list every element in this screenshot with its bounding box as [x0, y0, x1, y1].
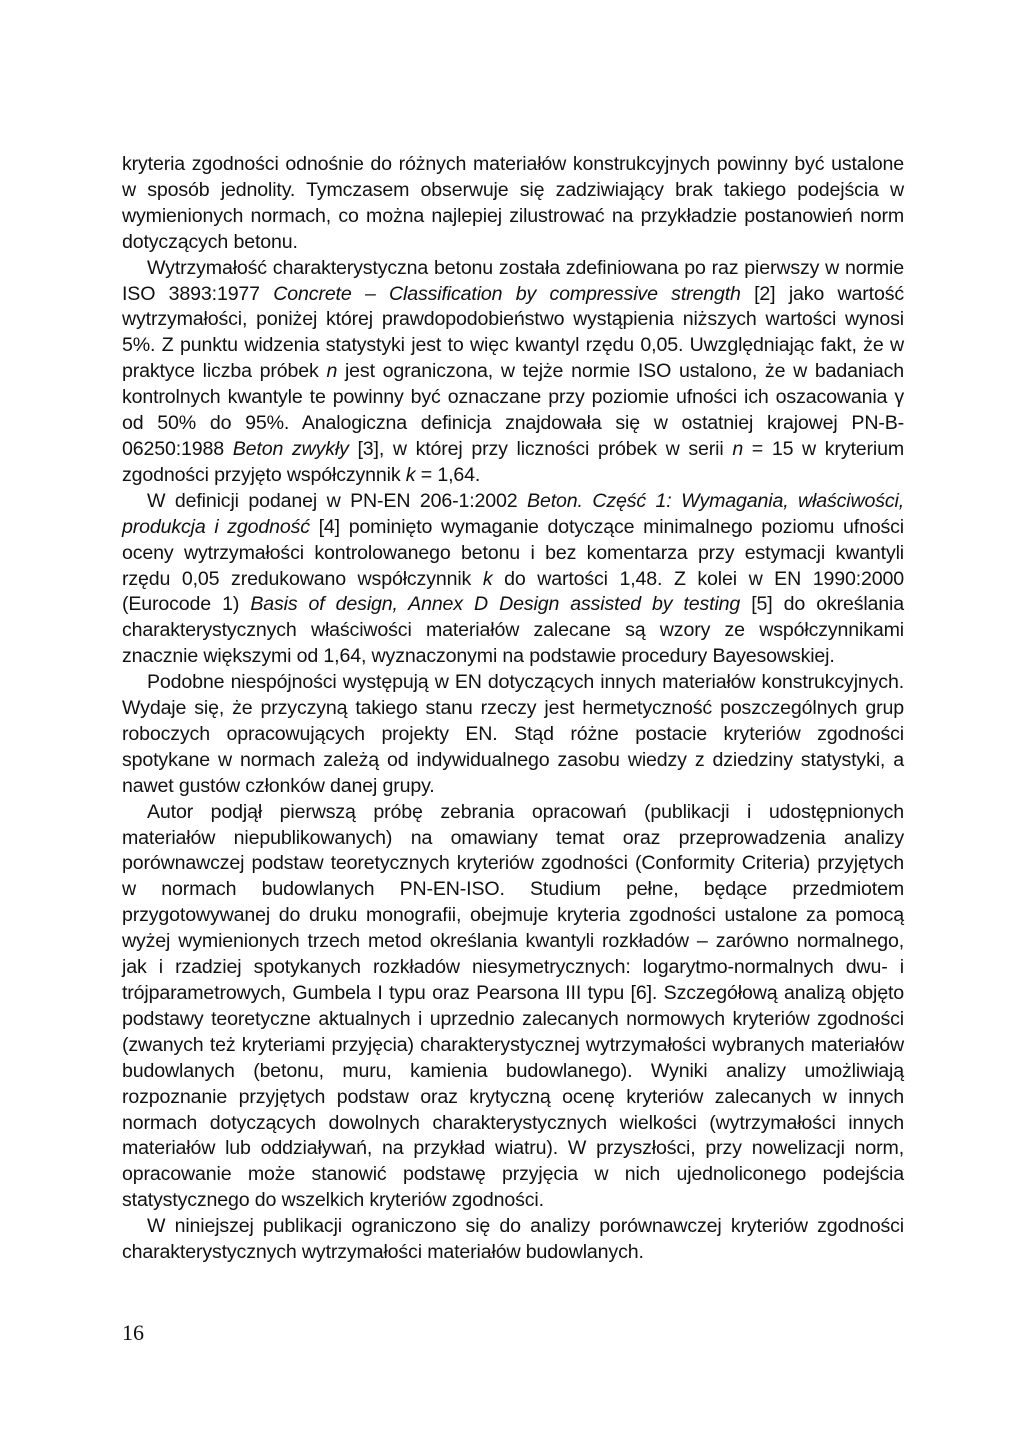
text-run: [2] jako wartość wytrzymałości, poniżej której prawdopodobieństwo wystąpienia niższych wartości wynosi 5%. Z punktu widzenia statystyki jest to więc kwantyl rzędu 0,05. Uwzględniając fakt, że w praktyce liczba próbek — [122, 282, 904, 383]
text-run: kryteria zgodności odnośnie do różnych materiałów konstrukcyjnych powinny być ustalone w sposób jednolity. Tymczasem obserwuje się zadziwiający brak takiego podejścia w wymienionych normach, co można najlepiej zilustrować na przykładzie postanowień norm dotyczących betonu. — [122, 153, 904, 253]
text-run: jest ograniczona, w tejże normie ISO ustalono, że w badaniach kontrolnych kwantyle te powinny być oznaczane przy poziomie ufności ich oszacowania γ od 50% do 95%. Analogiczna definicja znajdowała się w ostatniej krajowej PN-B-06250:1988 — [122, 360, 904, 460]
text-run: W definicji podanej w PN-EN 206-1:2002 — [147, 489, 528, 512]
text-run: = 1,64. — [415, 463, 481, 486]
italic-text-run: Concrete – Classification by compressive strength — [273, 282, 741, 305]
paragraph-4 — [122, 670, 904, 800]
italic-text-run: k — [482, 567, 493, 590]
text-run: Podobne niespójności występują w EN dotyczących innych materiałów konstrukcyjnych. Wydaje się, że przyczyną takiego stanu rzeczy jest hermetyczność poszczególnych grup roboczych opracowujących projekty EN. Stąd różne postacie kryteriów zgodności spotykane w normach zależą od indywidualnego zasobu wiedzy z dziedziny statystyki, a nawet gustów członków danej grupy. — [122, 671, 904, 797]
text-run: do wartości 1,48. Z kolei w EN 1990:2000 (Eurocode 1) — [122, 567, 904, 616]
text-run: Wytrzymałość charakterystyczna betonu została zdefiniowana po raz pierwszy w normie ISO 3893:1977 — [122, 256, 904, 305]
text-run: W niniejszej publikacji ograniczono się do analizy porównawczej kryteriów zgodności charakterystycznych wytrzymałości materiałów budowlanych. — [122, 1215, 904, 1264]
paragraph-5 — [122, 800, 904, 1215]
text-run: [5] do określania charakterystycznych właściwości materiałów zalecane są wzory ze współczynnikami znacznie większymi od 1,64, wyznaczonymi na podstawie procedury Bayesowskiej. — [122, 593, 905, 668]
text-run: [4] pominięto wymaganie dotyczące minimalnego poziomu ufności oceny wytrzymałości kontrolowanego betonu i bez komentarza przy estymacji kwantyli rzędu 0,05 zredukowano współczynnik — [122, 515, 904, 590]
text-run: Autor podjął pierwszą próbę zebrania opracowań (publikacji i udostępnionych materiałów niepublikowanych) na omawiany temat oraz przeprowadzenia analizy porównawczej podstaw teoretycznych kryteriów zgodności (Conformity Criteria) przyjętych w normach budowlanych PN-EN-ISO. Studium pełne, będące przedmiotem przygotowywanej do druku monografii, obejmuje kryteria zgodności ustalone za pomocą wyżej wymienionych trzech metod określania kwantyli rozkładów – zarówno normalnego, jak i rzadziej spotykanych rozkładów niesymetrycznych: logarytmo-normalnych dwu- i trójparametrowych, Gumbela I typu oraz Pearsona III typu [6]. Szczegółową analizą objęto podstawy teoretyczne aktualnych i uprzednio zalecanych normowych kryteriów zgodności (zwanych też kryteriami przyjęcia) charakterystycznej wytrzymałości wybranych materiałów budowlanych (betonu, muru, kamienia budowlanego). Wyniki analizy umożliwiają rozpoznanie przyjętych podstaw oraz krytyczną ocenę kryteriów zalecanych w innych normach dotyczących dowolnych charakterystycznych wielkości (wytrzymałości innych materiałów lub oddziaływań, na przykład wiatru). W przyszłości, przy nowelizacji norm, opracowanie może stanowić podstawę przyjęcia w nich ujednoliconego podejścia statystycznego do wszelkich kryteriów zgodności. — [122, 800, 904, 1212]
italic-text-run: Basis of design, Annex D Design assisted by testing — [250, 593, 741, 616]
text-run: [3], w której przy liczności próbek w serii — [348, 437, 733, 460]
paragraph-6 — [122, 1214, 904, 1266]
page-number: 16 — [122, 1320, 144, 1345]
italic-text-run: k — [405, 463, 416, 486]
paragraph-1 — [122, 152, 904, 256]
text-run: = 15 w kryterium zgodności przyjęto współczynnik — [122, 437, 905, 486]
italic-text-run: n — [732, 437, 744, 460]
italic-text-run: Beton. Część 1: Wymagania, właściwości, produkcja i zgodność — [122, 489, 905, 538]
document-body — [122, 152, 904, 1266]
paragraph-3 — [122, 489, 904, 670]
paragraph-2 — [122, 256, 904, 489]
italic-text-run: n — [326, 360, 338, 383]
italic-text-run: Beton zwykły — [232, 437, 349, 460]
